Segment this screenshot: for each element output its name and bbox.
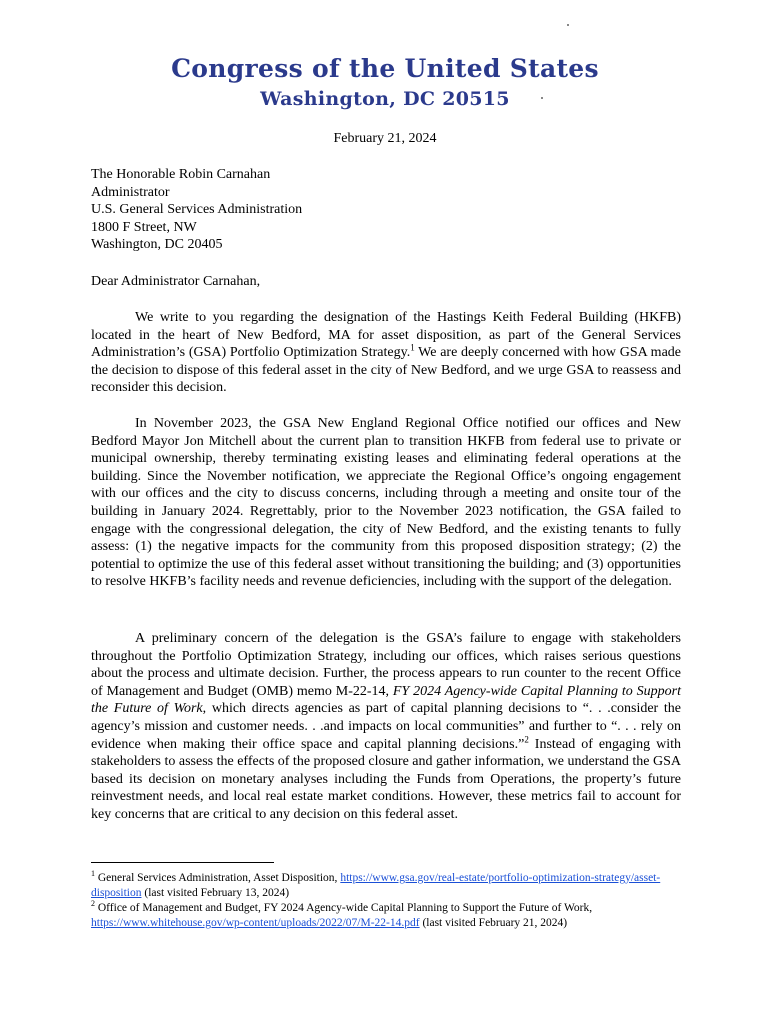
- address-line: U.S. General Services Administration: [91, 202, 303, 218]
- body-paragraph-2: [91, 415, 681, 591]
- scan-mark: [567, 24, 569, 26]
- footnote-1: [91, 871, 681, 901]
- footnote-link[interactable]: https://www.gsa.gov/real-estate/portfolio-optimization-strategy/asset-disposition: [91, 872, 661, 899]
- body-paragraph-3: [91, 630, 681, 824]
- footnote-2: [91, 901, 681, 931]
- letterhead: [0, 52, 770, 112]
- memo-title: FY 2024 Agency-wide Capital Planning to Support the Future of Work: [91, 683, 682, 717]
- footnote-ref: 1: [410, 342, 415, 353]
- paragraph-text: Instead of engaging with stakeholders to assess the effects of the proposed closure and gather information, we understand the GSA based its decision on monetary analyses including the Funds from Operations, the property’s future reinvestment needs, and local real estate market conditions. However, these metrics fail to account for key concerns that are critical to any decision on this federal asset.: [91, 736, 682, 822]
- footnote-link[interactable]: https://www.whitehouse.gov/wp-content/uploads/2022/07/M-22-14.pdf: [91, 917, 420, 929]
- paragraph-text: We are deeply concerned with how GSA made the decision to dispose of this federal asset in the city of New Bedford, and we urge GSA to reassess and reconsider this decision.: [91, 345, 681, 396]
- footnote-text: Office of Management and Budget, FY 2024 Agency-wide Capital Planning to Support the Future of Work,: [95, 902, 593, 914]
- footnote-ref: 2: [524, 733, 529, 744]
- address-line: Administrator: [91, 184, 170, 200]
- footnote-number: 1: [91, 869, 95, 879]
- footnote-number: 2: [91, 899, 95, 909]
- letterhead-title: Congress of the United States: [171, 54, 599, 83]
- address-line: 1800 F Street, NW: [91, 219, 197, 235]
- footnote-text: (last visited February 21, 2024): [419, 917, 568, 929]
- recipient-address: [91, 166, 681, 254]
- letter-date: February 21, 2024: [333, 131, 437, 146]
- scan-mark: [541, 97, 543, 99]
- salutation: Dear Administrator Carnahan,: [91, 274, 261, 289]
- footnotes: [91, 871, 681, 931]
- paragraph-text: A preliminary concern of the delegation is the GSA’s failure to engage with stakeholders throughout the Portfolio Optimization Strategy, including our offices, which raises serious questions about the process and ultimate decision. Further, the process appears to run counter to the recent Office of Management and Budget (OMB) memo M-22-14,: [91, 631, 681, 699]
- letterhead-subtitle: Washington, DC 20515: [260, 88, 510, 110]
- address-line: The Honorable Robin Carnahan: [91, 167, 271, 182]
- footnote-text: (last visited February 13, 2024): [141, 887, 290, 899]
- footnote-divider: [91, 862, 274, 863]
- body-paragraph-1: [91, 309, 681, 397]
- paragraph-text: , which directs agencies as part of capital planning decisions to “. . .consider the agency’s mission and customer needs. . .and impacts on local communities” and further to “. . . rely on evidence when making their office space and capital planning decisions.”: [91, 701, 681, 752]
- paragraph-text: We write to you regarding the designation of the Hastings Keith Federal Building (HKFB) located in the heart of New Bedford, MA for asset disposition, as part of the General Services Administration’s (GSA) Portfolio Optimization Strategy.: [91, 310, 681, 361]
- address-line: Washington, DC 20405: [91, 237, 223, 253]
- footnote-text: General Services Administration, Asset Disposition,: [95, 872, 341, 884]
- paragraph-text: In November 2023, the GSA New England Regional Office notified our offices and New Bedford Mayor Jon Mitchell about the current plan to transition HKFB from federal use to private or municipal ownership, thereby terminating existing leases and eliminating federal operations at the building. Since the November notification, we appreciate the Regional Office’s ongoing engagement with our offices and the city to discuss concerns, including through a meeting and onsite tour of the building in January 2024. Regrettably, prior to the November 2023 notification, the GSA failed to engage with the congressional delegation, the city of New Bedford, and the existing tenants to fully assess: (1) the negative impacts for the community from this proposed disposition strategy; (2) the potential to optimize the use of this federal asset without transitioning the building; and (3) opportunities to resolve HKFB’s facility needs and revenue deficiencies, including with the support of the delegation.: [91, 416, 681, 590]
